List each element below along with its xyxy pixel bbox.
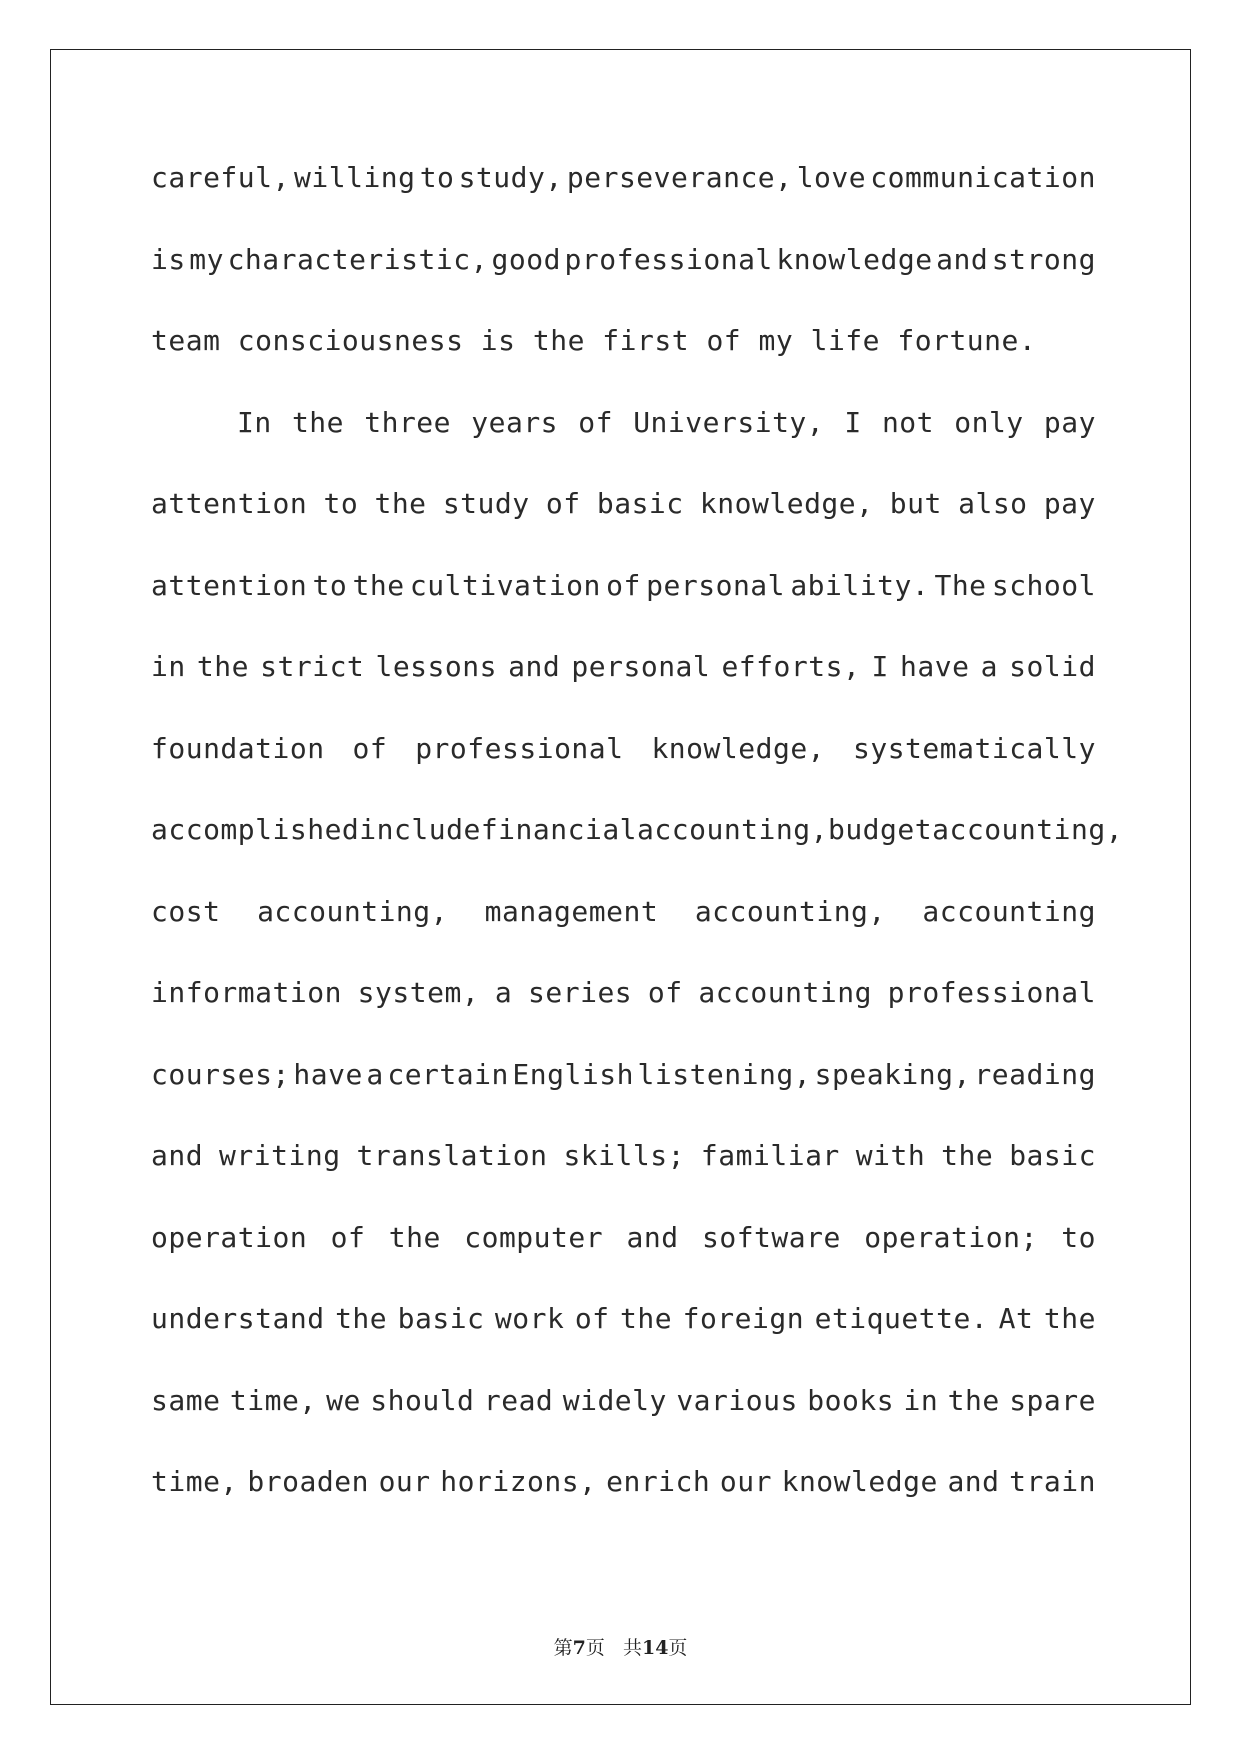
text-word: a — [980, 650, 998, 683]
text-word: professional — [415, 731, 624, 765]
text-line — [151, 242, 1096, 324]
text-word: the — [196, 650, 249, 683]
text-word: systematically — [852, 731, 1096, 765]
text-word: accounting — [698, 976, 872, 1009]
text-word: knowledge — [776, 242, 933, 276]
text-word: of — [578, 405, 613, 439]
text-word: my — [189, 242, 224, 276]
text-word: the — [291, 405, 345, 439]
text-word: the — [335, 1302, 388, 1335]
text-line — [151, 894, 1096, 976]
text-word: have — [293, 1057, 363, 1091]
text-word: horizons, — [440, 1465, 597, 1498]
text-word: foundation — [151, 731, 325, 765]
text-word: to — [312, 568, 348, 602]
text-word: of — [352, 731, 388, 765]
footer-page-number: 7 — [572, 1637, 586, 1659]
text-word: and — [626, 1220, 679, 1254]
text-word: computer — [464, 1220, 604, 1254]
text-word: communication — [870, 161, 1096, 194]
text-word: perseverance, — [566, 161, 793, 194]
text-line — [151, 649, 1096, 731]
text-word: knowledge, — [651, 731, 826, 765]
text-word: foreign — [682, 1302, 805, 1335]
text-word: three — [364, 405, 452, 439]
text-word: basic — [1009, 1139, 1096, 1172]
footer-total-suffix: 页 — [668, 1637, 688, 1659]
text-word: attention — [151, 487, 308, 520]
text-word: knowledge, — [699, 487, 874, 520]
text-word: a — [366, 1057, 384, 1091]
text-word: accounting, — [637, 813, 828, 846]
text-word: understand — [151, 1302, 325, 1335]
page-footer — [0, 1633, 1241, 1660]
text-word: professional — [564, 242, 773, 276]
text-word: a — [494, 976, 513, 1009]
text-word: train — [1009, 1465, 1096, 1498]
text-line — [151, 160, 1096, 242]
text-word: accounting, — [257, 894, 448, 928]
text-word: characteristic, — [227, 242, 488, 276]
text-word: books — [807, 1383, 895, 1417]
text-word: same — [151, 1383, 221, 1417]
text-word: broaden — [247, 1465, 369, 1498]
text-word: etiquette. — [814, 1302, 989, 1335]
text-word: time, — [151, 1465, 238, 1498]
text-word: strict — [260, 650, 365, 683]
text-word: to — [1061, 1220, 1096, 1254]
text-word: the — [388, 1220, 441, 1254]
text-word: attention — [151, 568, 308, 602]
text-line — [151, 1220, 1096, 1302]
text-line — [151, 568, 1096, 650]
text-word: the — [620, 1302, 673, 1335]
text-word: basic — [397, 1302, 485, 1335]
text-word: good — [491, 242, 561, 276]
text-word: of — [545, 487, 581, 520]
text-word: lessons — [375, 650, 497, 683]
text-word: At — [998, 1302, 1034, 1335]
text-word: reading — [974, 1057, 1096, 1091]
text-word: read — [483, 1383, 554, 1417]
text-line — [151, 405, 1096, 487]
text-line — [151, 1464, 1096, 1546]
text-word: study — [442, 487, 530, 520]
text-word: work — [494, 1302, 565, 1335]
text-word: include — [359, 813, 481, 846]
text-word: in — [903, 1383, 939, 1417]
text-word: various — [676, 1383, 798, 1417]
text-word: only — [954, 405, 1024, 439]
text-word: accounting — [922, 894, 1096, 928]
text-word: translation — [356, 1139, 548, 1172]
footer-prefix: 第 — [553, 1637, 573, 1659]
text-word: is — [151, 242, 186, 276]
text-word: willing — [294, 161, 416, 194]
text-word: should — [370, 1383, 475, 1417]
text-word: of — [647, 976, 683, 1009]
text-word: software — [701, 1220, 841, 1254]
text-word: the — [352, 568, 405, 602]
text-word: budget — [827, 813, 933, 846]
text-word: enrich — [606, 1465, 711, 1498]
text-word: series — [528, 976, 633, 1009]
text-word: and — [936, 242, 989, 276]
text-word: professional — [887, 976, 1096, 1009]
text-word: operation; — [864, 1220, 1038, 1254]
text-word: financial — [480, 813, 638, 846]
text-word: accomplished — [151, 813, 360, 846]
text-word: to — [323, 487, 359, 520]
text-word: knowledge — [781, 1465, 938, 1498]
text-word: have — [900, 650, 970, 683]
text-word: to — [419, 161, 455, 194]
text-line — [151, 1057, 1096, 1139]
text-word: cost — [151, 894, 221, 928]
text-word: of — [574, 1302, 610, 1335]
text-word: I — [871, 650, 889, 683]
text-word: we — [326, 1383, 361, 1417]
text-word: careful, — [151, 161, 290, 194]
text-word: also — [958, 487, 1028, 520]
text-word: the — [941, 1139, 994, 1172]
text-line — [151, 1301, 1096, 1383]
footer-total-pages: 14 — [641, 1637, 669, 1659]
text-word: skills; — [563, 1139, 685, 1172]
text-word: and — [508, 650, 561, 683]
text-word: cultivation — [409, 568, 601, 602]
text-word: writing — [219, 1139, 341, 1172]
footer-total-prefix: 共 — [622, 1637, 642, 1659]
text-word: of — [606, 568, 641, 602]
text-word: the — [1043, 1302, 1096, 1335]
text-word: widely — [562, 1383, 667, 1417]
text-word: solid — [1009, 650, 1096, 683]
text-line — [151, 486, 1096, 568]
text-line — [151, 1383, 1096, 1465]
text-word: strong — [991, 242, 1096, 276]
text-word: speaking, — [814, 1057, 971, 1091]
text-word: love — [796, 161, 867, 194]
body-text — [151, 160, 1124, 1546]
text-line: team consciousness is the first of my life fortune. — [151, 324, 1037, 357]
text-word: and — [947, 1465, 1000, 1498]
text-word: certain — [387, 1057, 509, 1091]
text-line — [151, 731, 1096, 813]
text-line — [151, 975, 1096, 1057]
text-word: University, — [633, 405, 825, 439]
text-line — [151, 812, 1124, 894]
text-word: years — [471, 405, 559, 439]
text-word: pay — [1043, 405, 1096, 439]
text-word: basic — [596, 487, 684, 520]
text-word: information — [151, 976, 342, 1009]
text-word: with — [855, 1139, 926, 1172]
text-word: our — [719, 1465, 772, 1498]
text-word: not — [881, 405, 935, 439]
text-word: system, — [357, 976, 480, 1009]
text-word: the — [374, 487, 427, 520]
text-word: familiar — [700, 1139, 840, 1172]
text-word: accounting, — [694, 894, 886, 928]
text-word: listening, — [637, 1057, 812, 1091]
text-word: personal — [571, 650, 711, 683]
text-word: time, — [229, 1383, 317, 1417]
footer-page-suffix: 页 — [585, 1637, 605, 1659]
text-word: but — [889, 487, 942, 520]
text-word: In — [237, 405, 272, 439]
text-word: the — [947, 1383, 1000, 1417]
text-word: I — [844, 405, 862, 439]
text-word: study, — [458, 161, 563, 194]
text-word: management — [484, 894, 659, 928]
text-word: our — [378, 1465, 431, 1498]
text-word: ability. — [790, 568, 930, 602]
text-word: pay — [1043, 487, 1096, 520]
text-word: efforts, — [721, 650, 861, 683]
text-word: personal — [646, 568, 786, 602]
text-word: English — [512, 1057, 634, 1091]
text-word: courses; — [151, 1057, 290, 1091]
text-word: school — [991, 568, 1096, 602]
text-word: The — [934, 568, 987, 602]
text-word: of — [330, 1220, 366, 1254]
text-word: in — [151, 650, 186, 683]
text-word: accounting, — [932, 813, 1124, 846]
text-word: and — [151, 1139, 204, 1172]
text-line — [151, 1138, 1096, 1220]
text-word: spare — [1009, 1383, 1096, 1417]
text-word: operation — [151, 1220, 308, 1254]
